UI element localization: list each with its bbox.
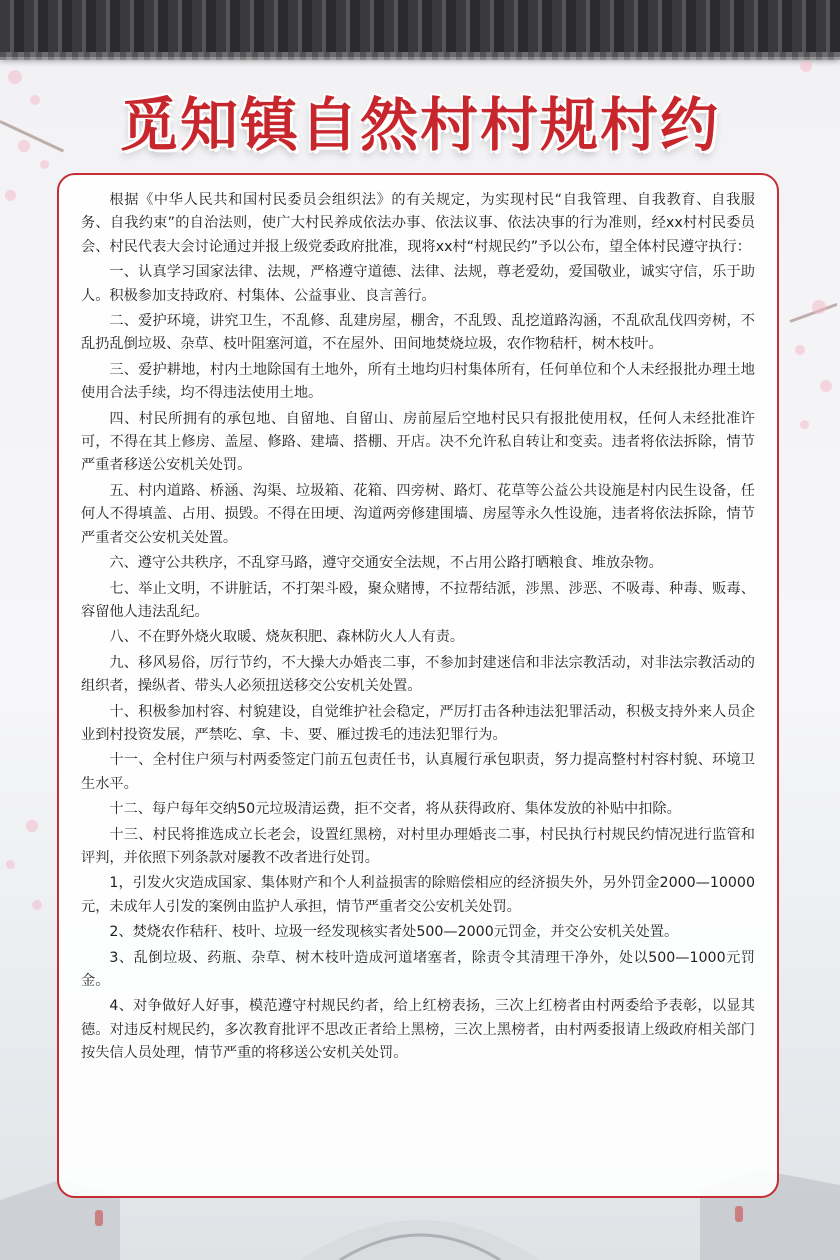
penalty-item: 2、焚烧农作秸秆、枝叶、垃圾一经发现核实者处500—2000元罚金，并交公安机关处置。 <box>109 924 679 941</box>
page-title: 觅知镇自然村村规村约 <box>119 91 720 159</box>
rules-paragraph: 根据《中华人民共和国村民委员会组织法》的有关规定，为实现村民“自我管理、自我教育、自我服务、自我约束”的自治法则，使广大村民养成依法办事、依法议事、依法决事的行为准则，经xx村村民委员会、村民代表大会讨论通过并报上级党委政府批准，现将xx村“村规民约”予以公布，望全体村民遵守执行： <box>81 192 755 255</box>
rules-paragraph: 十、积极参加村容、村貌建设，自觉维护社会稳定，严厉打击各种违法犯罪活动，积极支持外来人员企业到村投资发展，严禁吃、拿、卡、要、雁过拨毛的违法犯罪行为。 <box>81 703 755 743</box>
penalty-item: 3、乱倒垃圾、药瓶、杂草、树木枝叶造成河道堵塞者，除责令其清理干净外，处以500—1000元罚金。 <box>81 949 755 989</box>
rules-paragraph: 五、村内道路、桥涵、沟渠、垃圾箱、花箱、四旁树、路灯、花草等公益公共设施是村内民生设备，任何人不得填盖、占用、损毁。不得在田埂、沟道两旁修建围墙、房屋等永久性设施，违者将依法拆除，情节严重者交公安机关处置。 <box>81 482 755 546</box>
rules-paragraph: 一、认真学习国家法律、法规，严格遵守道德、法律、法规，尊老爱幼，爱国敬业，诚实守信，乐于助人。积极参加支持政府、村集体、公益事业、良言善行。 <box>81 264 755 304</box>
penalty-item: 4、对争做好人好事，模范遵守村规民约者，给上红榜表扬，三次上红榜者由村两委给予表彰，以显其德。对违反村规民约，多次教育批评不思改正者给上黑榜，三次上黑榜者，由村两委报请上级政府相关部门按失信人员处理，情节严重的将移送公安机关处罚。 <box>81 998 755 1062</box>
roof-trim-decoration <box>0 52 840 60</box>
rules-paragraph: 九、移风易俗，厉行节约，不大操大办婚丧二事，不参加封建迷信和非法宗教活动，对非法宗教活动的组织者，操纵者、带头人必须扭送移交公安机关处置。 <box>81 654 755 695</box>
rules-paragraph: 二、爱护环境，讲究卫生，不乱修、乱建房屋，棚舍，不乱毁、乱挖道路沟涵，不乱砍乱伐四旁树，不乱扔乱倒垃圾、杂草、枝叶阻塞河道，不在屋外、田间地焚烧垃圾，农作物秸杆，树木枝叶。 <box>81 313 755 353</box>
rules-paragraph: 十一、全村住户须与村两委签定门前五包责任书，认真履行承包职责，努力提高整村村容村貌、环境卫生水平。 <box>81 752 755 792</box>
rules-paragraph: 六、遵守公共秩序，不乱穿马路，遵守交通安全法规，不占用公路打晒粮食、堆放杂物。 <box>109 555 663 572</box>
rules-paragraph: 七、举止文明，不讲脏话，不打架斗殴，聚众赌博，不拉帮结派，涉黑、涉恶、不吸毒、种毒、贩毒、容留他人违法乱纪。 <box>81 580 755 620</box>
penalty-item: 1，引发火灾造成国家、集体财产和个人利益损害的除赔偿相应的经济损失外，另外罚金2000—10000元，未成年人引发的案例由监护人承担，情节严重者交公安机关处罚。 <box>81 875 755 915</box>
roof-eave-decoration <box>0 0 840 57</box>
rules-paragraph: 十二、每户每年交纳50元垃圾清运费，拒不交者，将从获得政府、集体发放的补贴中扣除。 <box>109 801 681 818</box>
rules-panel <box>57 173 779 1198</box>
rules-paragraph: 三、爱护耕地，村内土地除国有土地外，所有土地均归村集体所有，任何单位和个人未经报批办理土地使用合法手续，均不得违法使用土地。 <box>81 361 755 402</box>
rules-paragraph: 八、不在野外烧火取暖、烧灰积肥、森林防火人人有责。 <box>109 629 465 646</box>
rules-paragraph: 四、村民所拥有的承包地、自留地、自留山、房前屋后空地村民只有报批使用权，任何人未经批准许可，不得在其上修房、盖屋、修路、建墙、搭棚、开店。决不允许私自转让和变卖。违者将依法拆除，情节严重者移送公安机关处罚。 <box>81 410 755 474</box>
rules-paragraph: 十三、村民将推选成立长老会，设置红黑榜，对村里办理婚丧二事，村民执行村规民约情况进行监管和评判，并依照下列条款对屡教不改者进行处罚。 <box>81 826 755 866</box>
